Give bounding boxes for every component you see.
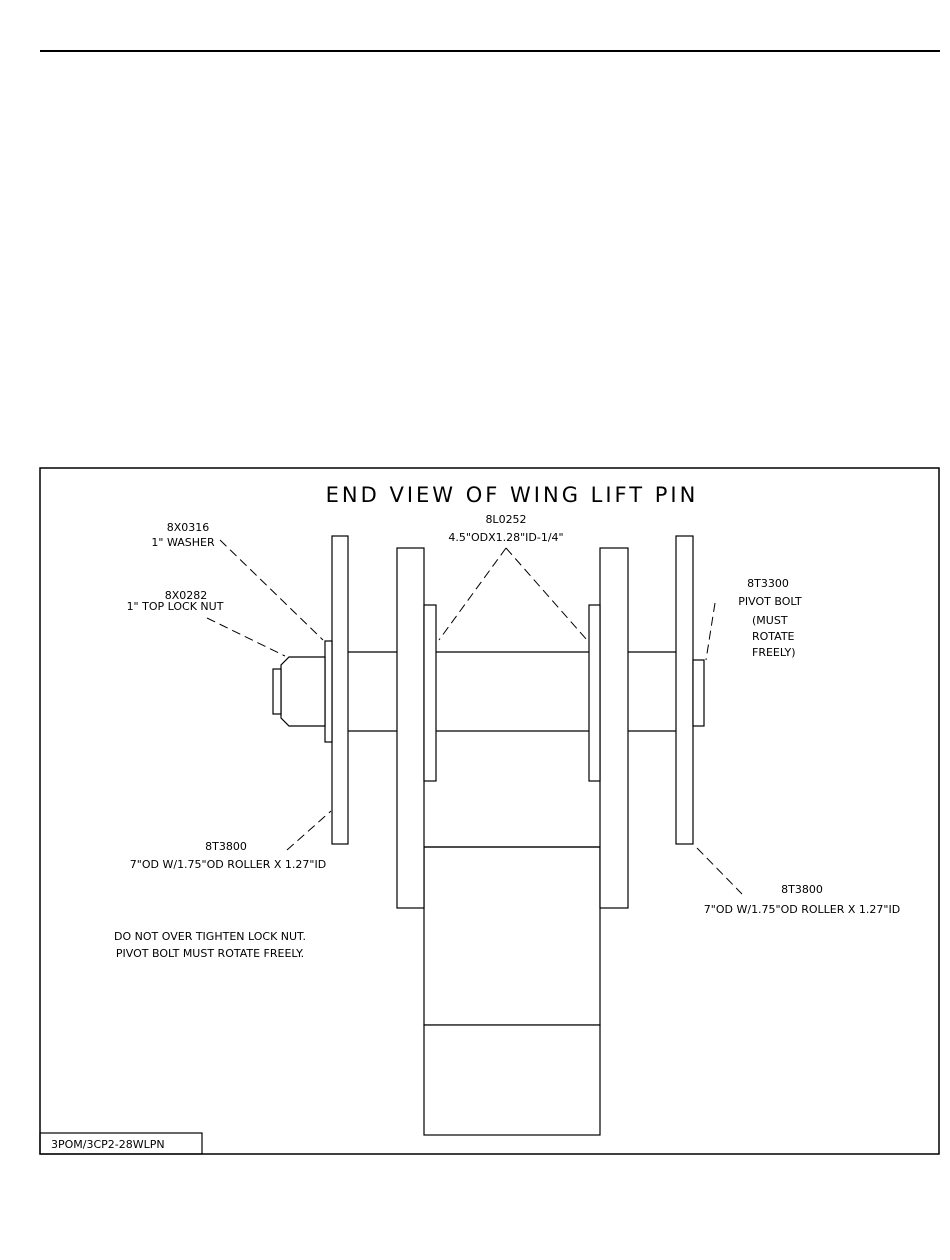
pivot-bolt-note-line-2: ROTATE <box>752 630 795 643</box>
spacer-leader-left <box>439 548 506 640</box>
roller-right-description: 7"OD W/1.75"OD ROLLER X 1.27"ID <box>703 903 901 916</box>
drawing-number: 3POM/3CP2-28WLPN <box>51 1138 165 1151</box>
washer-leader <box>220 540 323 640</box>
roller-left-leader <box>287 811 331 850</box>
roller-left-part-number: 8T3800 <box>205 840 247 853</box>
assembly-note-line-2: PIVOT BOLT MUST ROTATE FREELY. <box>115 947 305 960</box>
spacer-description: 4.5"ODX1.28"ID-1/4" <box>448 531 564 544</box>
arm-block-middle <box>424 847 600 1025</box>
spacer-right <box>589 605 600 781</box>
pivot-bolt-description: PIVOT BOLT <box>738 595 802 608</box>
washer <box>325 641 332 742</box>
spacer-left <box>424 605 436 781</box>
lock-nut <box>281 657 325 726</box>
pivot-bolt-note-line-1: (MUST <box>752 614 788 627</box>
pivot-bolt-part-number: 8T3300 <box>747 577 789 590</box>
lock-nut-leader <box>207 618 285 656</box>
arm-side-plate-left <box>397 548 424 908</box>
arm-side-plate-right <box>600 548 628 908</box>
pivot-bolt-head <box>693 660 704 726</box>
arm-block-bottom <box>424 1025 600 1135</box>
spacer-part-number: 8L0252 <box>485 513 527 526</box>
lock-nut-description: 1" TOP LOCK NUT <box>126 600 224 613</box>
lock-nut-part-number: 8X0282 <box>164 589 208 602</box>
diagram-title: END VIEW OF WING LIFT PIN <box>325 483 699 507</box>
roller-left <box>332 536 348 844</box>
assembly-note-line-1: DO NOT OVER TIGHTEN LOCK NUT. <box>114 930 306 943</box>
pivot-bolt-leader <box>706 603 715 660</box>
roller-right-leader <box>697 848 742 894</box>
roller-right-part-number: 8T3800 <box>781 883 823 896</box>
roller-left-description: 7"OD W/1.75"OD ROLLER X 1.27"ID <box>129 858 327 871</box>
bolt-thread-end <box>273 669 281 714</box>
roller-right <box>676 536 693 844</box>
washer-description: 1" WASHER <box>151 536 215 549</box>
washer-part-number: 8X0316 <box>166 521 210 534</box>
pivot-bolt-note-line-3: FREELY) <box>752 646 796 659</box>
spacer-leader-right <box>506 548 587 640</box>
